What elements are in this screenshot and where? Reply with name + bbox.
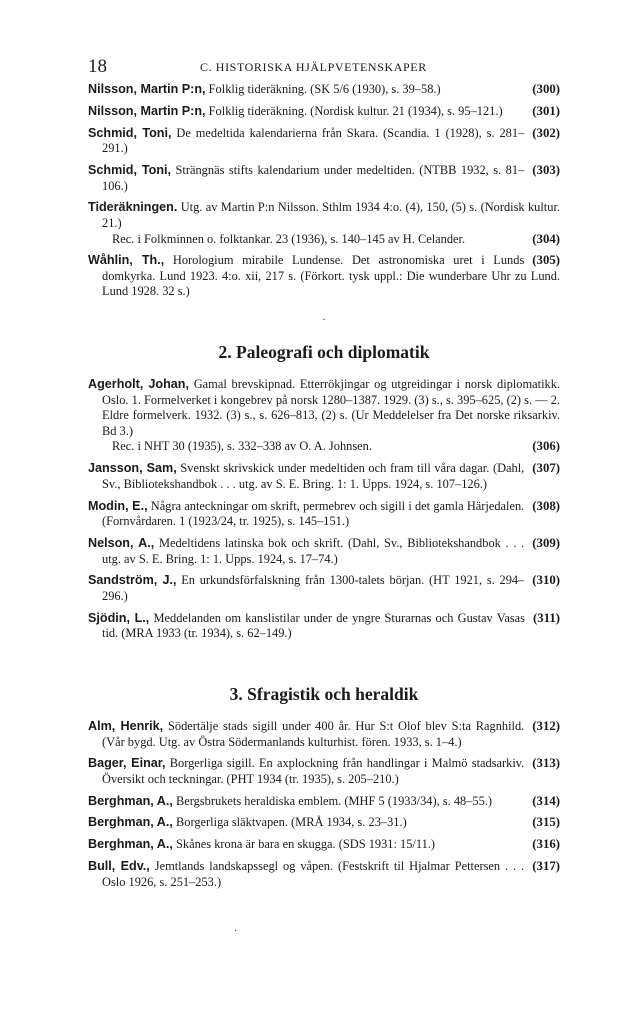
entry-text: Medeltidens latinska bok och skrift. (Dahl, Sv., Bibliotekshandbok . . . utg. av S. E. Bring. 1: 1. Upps. 1924, s. 17–74.) [102, 535, 525, 566]
entry-author: Tideräkningen. [88, 200, 178, 215]
entry-number: (309) [532, 535, 560, 550]
ink-dot: · [322, 315, 326, 327]
entry-text: Svenskt skrivskick under medeltiden och fram till våra dagar. (Dahl, Sv., Bibliotekshandbok . . . utg. av S. E. Bring. 1: 1. Upps. 1924, s. 107–126.) [102, 461, 525, 491]
entry-author: Modin, E., [88, 498, 148, 513]
entry-author: Berghman, A., [88, 793, 173, 808]
entry-text: Utg. av Martin P:n Nilsson. Sthlm 1934 4:o. (4), 150, (5) s. (Nordisk kultur. 21.) [102, 200, 560, 230]
entry-number: (313) [532, 756, 560, 771]
ink-dot [88, 658, 560, 668]
entry-author: Bager, Einar, [88, 756, 166, 771]
ink-dot: · [234, 926, 238, 937]
entry-author: Schmid, Toni, [88, 162, 172, 177]
bibliography-entry [88, 756, 560, 787]
entry-text: Meddelanden om kanslistilar under de yngre Sturarnas och Gustav Vasas tid. (MRA 1933 (tr. 1934), s. 62–149.) [102, 610, 525, 641]
bibliography-entry [88, 837, 560, 853]
bibliography-entry [88, 499, 560, 530]
bibliography-entry [88, 82, 560, 98]
entry-text: Folklig tideräkning. (SK 5/6 (1930), s. 39–58.) [205, 82, 441, 96]
entry-number: (307) [532, 461, 560, 476]
entry-author: Nilsson, Martin P:n, [88, 103, 206, 118]
entry-review-text: Rec. i Folkminnen o. folktankar. 23 (1936), s. 140–145 av H. Celander. [112, 231, 466, 246]
entry-number: (300) [532, 82, 560, 96]
bibliography-entry [88, 163, 560, 194]
entry-author: Sjödin, L., [88, 610, 150, 625]
entry-author: Wåhlin, Th., [88, 253, 165, 268]
section-heading: 3. Sfragistik och heraldik [229, 683, 419, 704]
entry-author: Berghman, A., [88, 815, 173, 830]
entry-text: Skånes krona är bara en skugga. (SDS 1931: 15/11.) [172, 837, 436, 852]
entry-number: (311) [532, 610, 560, 625]
bibliography-entry [88, 126, 560, 157]
entry-number: (315) [532, 815, 560, 830]
bibliography-entry [88, 573, 560, 604]
entry-review [102, 439, 560, 455]
entry-text: Folklig tideräkning. (Nordisk kultur. 21 (1934), s. 95–121.) [205, 103, 503, 118]
bibliography-entry [88, 200, 560, 247]
entry-text: Strängnäs stifts kalendarium under medeltiden. (NTBB 1932, s. 81–106.) [102, 162, 525, 193]
entry-number: (306) [532, 439, 560, 454]
entry-review [102, 232, 560, 248]
bibliography-entry [88, 104, 560, 120]
bibliography-entry [88, 815, 560, 831]
bibliography-entry [88, 859, 560, 890]
entry-author: Alm, Henrik, [88, 718, 164, 733]
entry-number: (301) [532, 103, 560, 118]
entry-author: Berghman, A., [88, 837, 173, 852]
entry-text: Jemtlands landskapssegl og våpen. (Festskrift til Hjalmar Pettersen . . . Oslo 1926, s. 251–253.) [102, 859, 525, 889]
entry-number: (305) [532, 253, 560, 268]
entry-review-text: Rec. i NHT 30 (1935), s. 332–338 av O. A. Johnsen. [112, 439, 372, 454]
entry-number: (312) [532, 718, 560, 733]
bibliography-entry [88, 461, 560, 492]
entry-author: Schmid, Toni, [88, 125, 172, 140]
bibliography-entry [88, 719, 560, 750]
entry-number: (302) [532, 125, 560, 140]
entry-author: Sandström, J., [88, 573, 177, 588]
page-header [88, 52, 560, 82]
entry-text: Borgerliga släktvapen. (MRÅ 1934, s. 23–31.) [172, 815, 407, 830]
bibliography-entry [88, 253, 560, 300]
entry-number: (310) [532, 573, 560, 588]
entry-text: De medeltida kalendarierna från Skara. (Scandia. 1 (1928), s. 281–291.) [102, 125, 525, 156]
entry-author: Nelson, A., [88, 535, 155, 550]
entry-author: Jansson, Sam, [88, 461, 177, 476]
document-page [88, 52, 560, 896]
entry-number: (308) [532, 498, 560, 513]
entry-number: (303) [532, 162, 560, 177]
running-title: C. HISTORISKA HJÄLPVETENSKAPER [200, 60, 427, 74]
entry-text: Några anteckningar om skrift, permebrev och sigill i det gamla Härjedalen. (Fornvårdaren. 1 (1923/24, tr. 1925), s. 145–151.) [102, 498, 525, 529]
entry-author: Nilsson, Martin P:n, [88, 82, 206, 96]
entry-author: Bull, Edv., [88, 859, 150, 873]
bibliography-entry [88, 611, 560, 642]
bibliography-body [88, 82, 560, 890]
bibliography-entry [88, 536, 560, 567]
entry-author: Agerholt, Johan, [88, 377, 189, 392]
page-number: 18 [88, 56, 107, 77]
entry-number: (317) [532, 859, 560, 873]
entry-text: Bergsbrukets heraldiska emblem. (MHF 5 (1933/34), s. 48–55.) [172, 793, 493, 808]
section-heading: 2. Paleografi och diplomatik [218, 342, 430, 363]
entry-number: (314) [532, 793, 560, 808]
entry-text: En urkundsförfalskning från 1300-talets början. (HT 1921, s. 294–296.) [102, 573, 525, 603]
bibliography-entry [88, 794, 560, 810]
entry-text: Gamal brevskipnad. Etterrökjingar og utgreidingar i norsk diplomatikk. Oslo. 1. Formelverket i kongebrev på norsk 1280–1387. 1929. (3) s., s. 395–625, (2) s. — 2. Eldre formelverk. 1932. (3) s., s. 626–813, (2) s. (Ur Meddelelser fra Det norske riksarkiv. Bd 3.) [102, 377, 560, 438]
bibliography-entry [88, 377, 560, 455]
entry-text: Södertälje stads sigill under 400 år. Hur S:t Olof blev S:ta Ragnhild. (Vår bygd. Utg. av Östra Södermanlands kulturhist. fören. 1933, s. 1–4.) [102, 718, 525, 749]
entry-text: Borgerliga sigill. En axplockning från handlingar i Malmö stadsarkiv. Översikt och teckningar. (PHT 1934 (tr. 1935), s. 205–210.) [102, 756, 525, 786]
entry-text: Horologium mirabile Lundense. Det astronomiska uret i Lunds domkyrka. Lund 1923. 4:o. xii, 217 s. (Förkort. tysk uppl.: Die wunderbare Uhr zu Lund. Lund 1928. 32 s.) [102, 253, 560, 299]
entry-number: (304) [532, 231, 560, 246]
entry-number: (316) [532, 837, 560, 852]
